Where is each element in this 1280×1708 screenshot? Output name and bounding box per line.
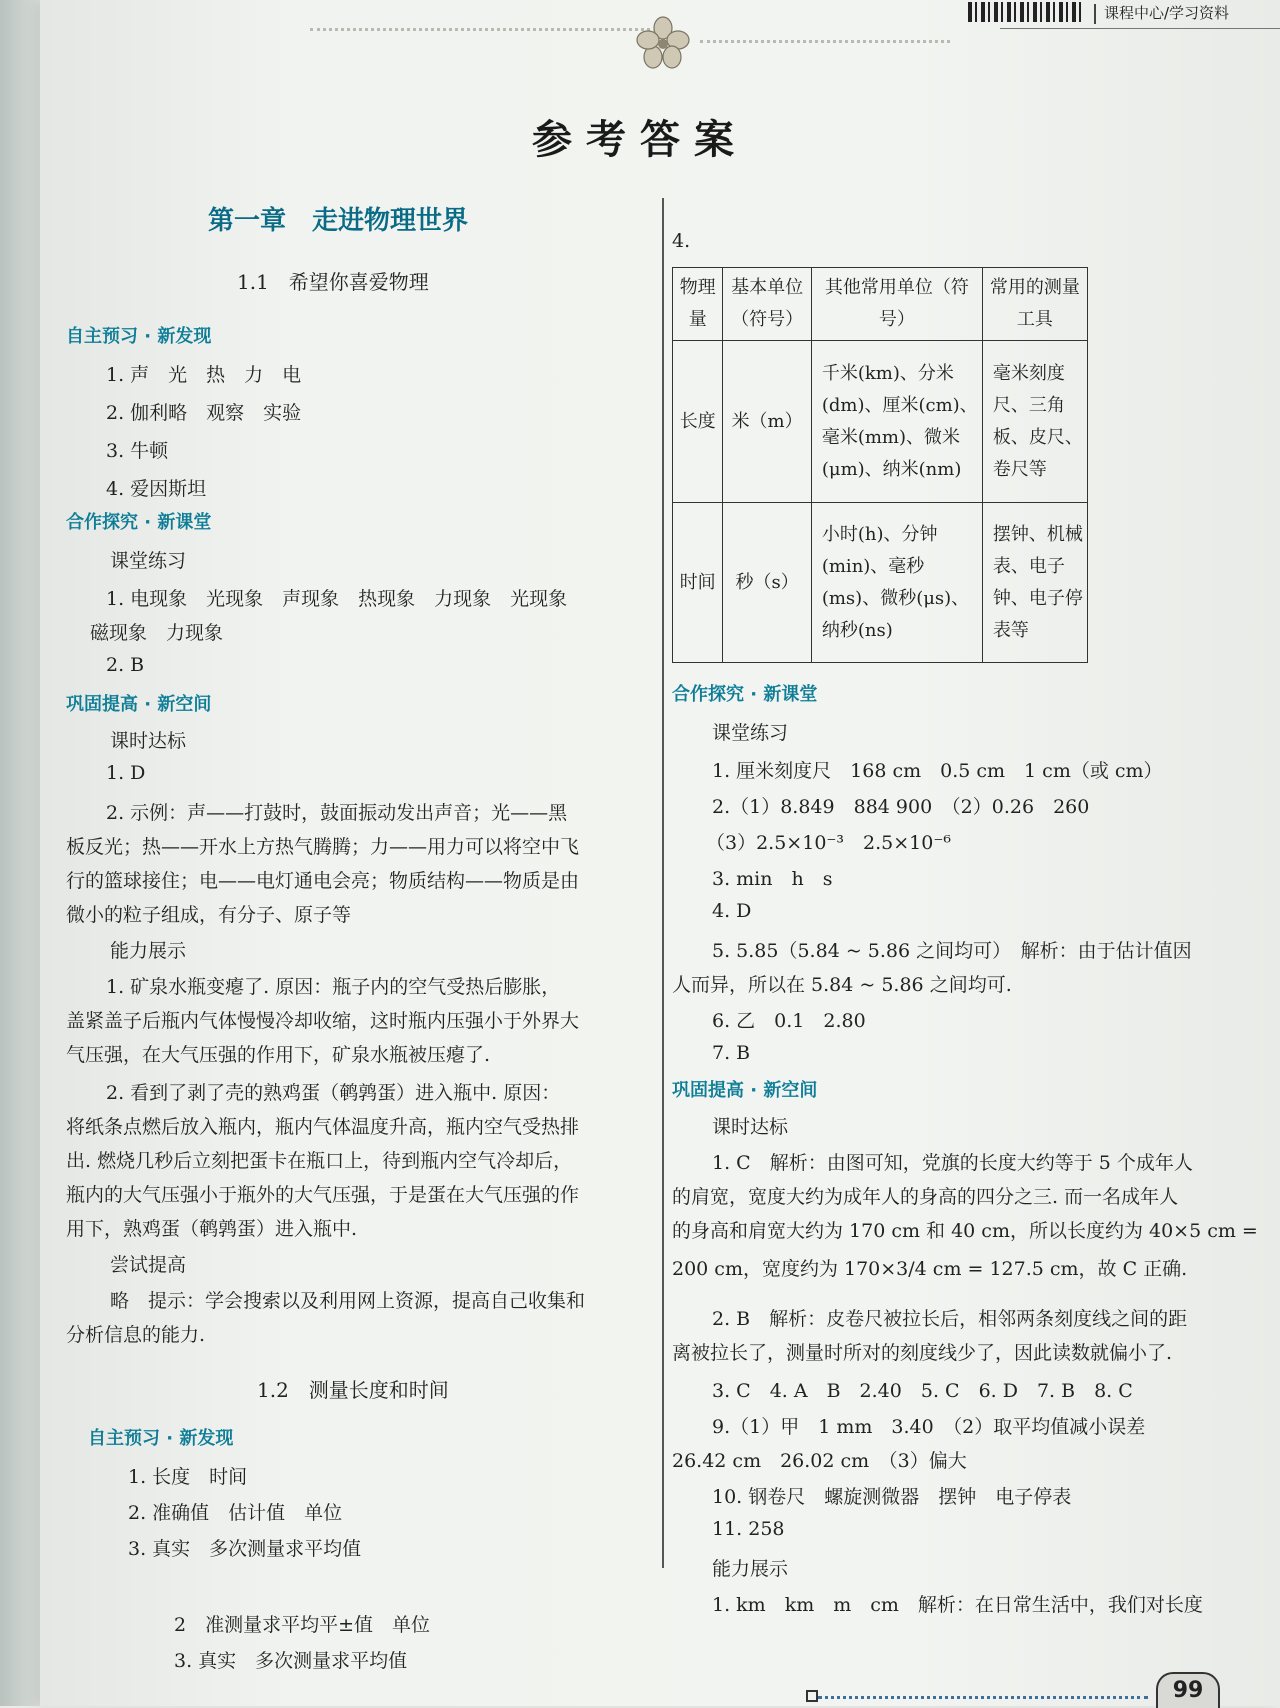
flower-icon: [636, 16, 690, 70]
answer-line: 3. 牛顿: [106, 440, 169, 462]
table-cell: 长度: [673, 341, 723, 503]
header-label: 课程中心/学习资料: [1104, 4, 1230, 22]
answer-line: 4. 爱因斯坦: [106, 478, 207, 500]
answer-line: 3. 真实 多次测量求平均值: [128, 1538, 362, 1560]
answer-line: 11. 258: [712, 1518, 785, 1540]
answer-line: 7. B: [712, 1042, 751, 1064]
table-cell: 小时(h)、分钟(min)、毫秒(ms)、微秒(μs)、纳秒(ns): [811, 503, 982, 663]
category-heading: 合作探究 · 新课堂: [66, 512, 212, 533]
answer-line: 将纸条点燃后放入瓶内，瓶内气体温度升高，瓶内空气受热排: [66, 1116, 580, 1138]
answer-line: 微小的粒子组成，有分子、原子等: [66, 904, 352, 926]
chapter-title: 第一章 走进物理世界: [208, 206, 469, 236]
answer-line: 略 提示：学会搜索以及利用网上资源，提高自己收集和: [110, 1290, 586, 1312]
header-separator: [1094, 4, 1096, 24]
answer-line: （3）2.5×10⁻³ 2.5×10⁻⁶: [706, 832, 952, 854]
answer-line: 3. min h s: [712, 868, 833, 890]
answer-line: 分析信息的能力.: [66, 1324, 206, 1346]
answer-line: 板反光；热——开水上方热气腾腾；力——用力可以将空中飞: [66, 836, 580, 858]
header-decoration: [310, 28, 650, 31]
answer-line: 2. B 解析：皮卷尺被拉长后，相邻两条刻度线之间的距: [712, 1308, 1188, 1330]
answer-line: 1. 电现象 光现象 声现象 热现象 力现象 光现象: [106, 588, 568, 610]
answer-line: 1. km km m cm 解析：在日常生活中，我们对长度: [712, 1594, 1203, 1616]
answer-line: 用下，熟鸡蛋（鹌鹑蛋）进入瓶中.: [66, 1218, 358, 1240]
category-heading: 巩固提高 · 新空间: [672, 1080, 818, 1101]
answer-line: 2. 准确值 估计值 单位: [128, 1502, 343, 1524]
answer-line: 1. D: [106, 762, 146, 784]
answer-line: 尝试提高: [110, 1254, 187, 1276]
column-divider: [662, 198, 664, 1568]
table-cell: 时间: [673, 503, 723, 663]
header-decoration-right: [700, 40, 950, 43]
answer-line: 6. 乙 0.1 2.80: [712, 1010, 866, 1032]
table-cell: 千米(km)、分米(dm)、厘米(cm)、毫米(mm)、微米(μm)、纳米(nm): [811, 341, 982, 503]
units-table: [672, 267, 1088, 663]
table-cell: 毫米刻度尺、三角板、皮尺、卷尺等: [982, 341, 1087, 503]
answer-line: 能力展示: [110, 940, 187, 962]
table-cell: 米（m）: [723, 341, 811, 503]
qr-code-icon[interactable]: [968, 2, 1082, 22]
answer-line: 1. 长度 时间: [128, 1466, 248, 1488]
table-row: [673, 341, 1088, 503]
answer-line: 离被拉长了，测量时所对的刻度线少了，因此读数就偏小了.: [672, 1342, 1173, 1364]
answer-line: 课堂练习: [110, 550, 187, 572]
answer-line: 盖紧盖子后瓶内气体慢慢冷却收缩，这时瓶内压强小于外界大: [66, 1010, 580, 1032]
answer-line: 课时达标: [110, 730, 187, 752]
footer-square-icon: [806, 1690, 818, 1702]
answer-line: 1. C 解析：由图可知，党旗的长度大约等于 5 个成年人: [712, 1152, 1193, 1174]
table-cell: 秒（s）: [723, 503, 811, 663]
answer-line: 3. 真实 多次测量求平均值: [174, 1650, 408, 1672]
table-header-cell: 其他常用单位（符号）: [811, 268, 982, 341]
page-title: 参考答案: [532, 116, 748, 163]
book-spine: [0, 0, 40, 1706]
table-cell: 摆钟、机械表、电子钟、电子停表等: [982, 503, 1087, 663]
answer-line: 2. 看到了剥了壳的熟鸡蛋（鹌鹑蛋）进入瓶中. 原因：: [106, 1082, 561, 1104]
answer-line: 磁现象 力现象: [90, 622, 224, 644]
answer-line: 出. 燃烧几秒后立刻把蛋卡在瓶口上，待到瓶内空气冷却后，: [66, 1150, 573, 1172]
answer-line: 2. B: [106, 654, 145, 676]
answer-line: 26.42 cm 26.02 cm （3）偏大: [672, 1450, 967, 1472]
answer-line: 200 cm，宽度约为 170×3/4 cm = 127.5 cm，故 C 正确.: [672, 1258, 1188, 1280]
answer-line: 10. 钢卷尺 螺旋测微器 摆钟 电子停表: [712, 1486, 1072, 1508]
answer-line: 1. 厘米刻度尺 168 cm 0.5 cm 1 cm（或 cm）: [712, 760, 1163, 782]
category-heading: 巩固提高 · 新空间: [66, 694, 212, 715]
table-row: [673, 503, 1088, 663]
section-heading: 1.1 希望你喜爱物理: [237, 270, 429, 294]
answer-line: 行的篮球接住；电——电灯通电会亮；物质结构——物质是由: [66, 870, 580, 892]
answer-line: 课时达标: [712, 1116, 789, 1138]
category-heading: 自主预习 · 新发现: [66, 326, 212, 347]
answer-line: 的身高和肩宽大约为 170 cm 和 40 cm，所以长度约为 40×5 cm =: [672, 1220, 1258, 1242]
answer-line: 2.（1）8.849 884 900 （2）0.26 260: [712, 796, 1090, 818]
footer-decoration: [818, 1696, 1148, 1699]
answer-line: 2 准测量求平均平±值 单位: [174, 1614, 431, 1636]
table-header-row: [673, 268, 1088, 341]
answer-line: 2. 伽利略 观察 实验: [106, 402, 302, 424]
answer-line: 人而异，所以在 5.84 ~ 5.86 之间均可.: [672, 974, 1012, 996]
table-header-cell: 物理量: [673, 268, 723, 341]
table-header-cell: 常用的测量工具: [982, 268, 1087, 341]
header-rule: [1000, 28, 1280, 29]
table-header-cell: 基本单位（符号）: [723, 268, 811, 341]
category-heading: 合作探究 · 新课堂: [672, 684, 818, 705]
answer-line: 4. D: [712, 900, 752, 922]
page-number: 99: [1156, 1672, 1220, 1708]
category-heading: 自主预习 · 新发现: [88, 1428, 234, 1449]
answer-line: 气压强，在大气压强的作用下，矿泉水瓶被压瘪了.: [66, 1044, 491, 1066]
answer-line: 3. C 4. A B 2.40 5. C 6. D 7. B 8. C: [712, 1380, 1133, 1402]
section-heading: 1.2 测量长度和时间: [257, 1378, 449, 1402]
answer-line: 的肩宽，宽度大约为成年人的身高的四分之三. 而一名成年人: [672, 1186, 1179, 1208]
answer-line: 1. 声 光 热 力 电: [106, 364, 302, 386]
answer-line: 5. 5.85（5.84 ~ 5.86 之间均可） 解析：由于估计值因: [712, 940, 1192, 962]
table-label: 4.: [672, 230, 691, 252]
answer-line: 课堂练习: [712, 722, 789, 744]
answer-line: 2. 示例：声——打鼓时，鼓面振动发出声音；光——黑: [106, 802, 568, 824]
answer-line: 9.（1）甲 1 mm 3.40 （2）取平均值减小误差: [712, 1416, 1146, 1438]
answer-line: 瓶内的大气压强小于瓶外的大气压强，于是蛋在大气压强的作: [66, 1184, 580, 1206]
answer-line: 能力展示: [712, 1558, 789, 1580]
answer-line: 1. 矿泉水瓶变瘪了. 原因：瓶子内的空气受热后膨胀，: [106, 976, 561, 998]
